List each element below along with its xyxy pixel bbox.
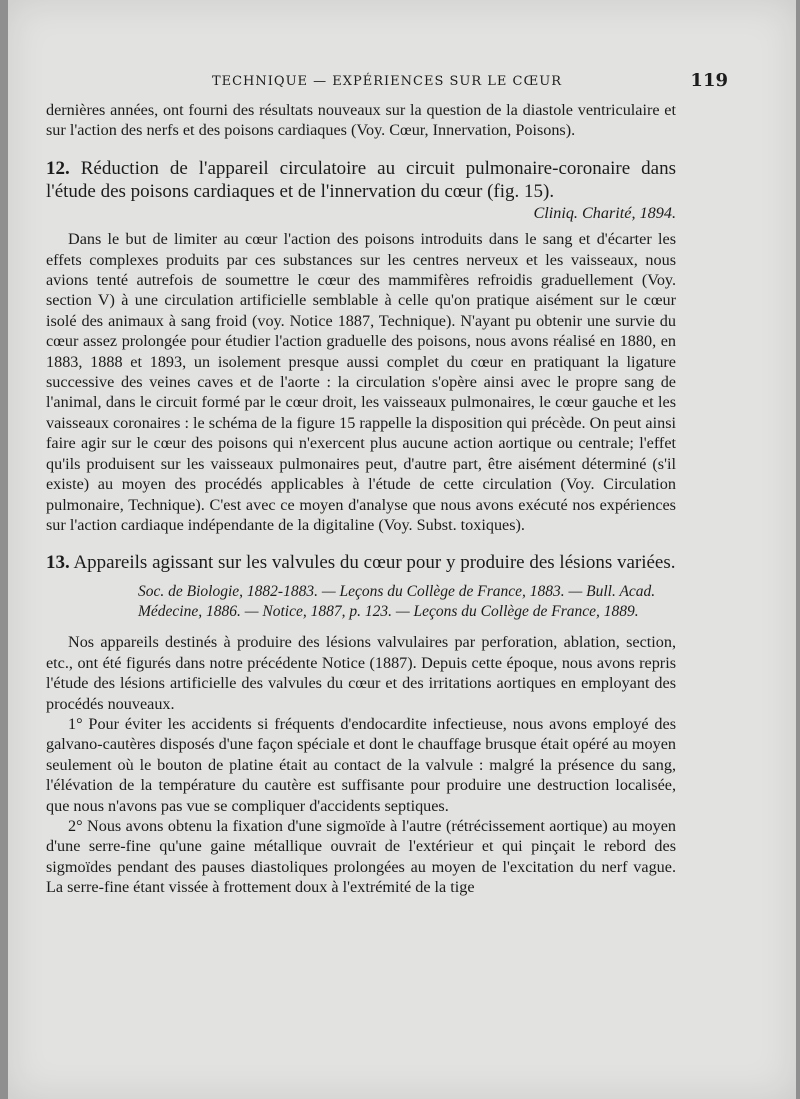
page-body xyxy=(46,100,676,898)
section-13-heading xyxy=(46,551,676,574)
section-13-paragraph-2: 1° Pour éviter les accidents si fréquents d'endocardite infectieuse, nous avons employé des galvano-cautères disposés d'une façon spéciale et dont le chauffage brusque était opéré au moyen seulement où le bouton de platine était au contact de la valvule : malgré la présence du sang, l'élévation de la température du cautère est suffisante pour produire une destruction localisée, que nous n'avons pas vue se compliquer d'accidents septiques. xyxy=(46,714,676,815)
section-13-paragraph-1: Nos appareils destinés à produire des lésions valvulaires par perforation, ablation, section, etc., ont été figurés dans notre précédente Notice (1887). Depuis cette époque, nous avons repris l'étude des lésions artificielle des valvules du cœur et des irritations aortiques en employant des procédés nouveaux. xyxy=(46,633,676,713)
section-12-paragraph: Dans le but de limiter au cœur l'action des poisons introduits dans le sang et d'écarter les effets complexes produits par ces substances sur les centres nerveux et les vaisseaux, nous avions tenté autrefois de soumettre le cœur des mammifères refroidis graduellement (Voy. section V) à une circulation artificielle semblable à celle qu'on pratique aisément sur le cœur isolé des animaux à sang froid (voy. Notice 1887, Technique). N'ayant pu obtenir une survie du cœur assez prolongée pour étudier l'action graduelle des poisons, nous avons réalisé en 1880, en 1883, 1888 et 1893, un isolement presque aussi complet du cœur en pratiquant la ligature successive des veines caves et de l'aorte : la circulation s'opère ainsi avec le propre sang de l'animal, dans le circuit formé par le cœur droit, les vaisseaux pulmonaires, le cœur gauche et les vaisseaux coronaires : le schéma de la figure 15 rappelle la disposition qui précède. On peut ainsi faire agir sur le cœur des poisons qui n'exercent plus aucune action aortique ou centrale; l'effet qu'ils produisent sur les vaisseaux pulmonaires peut, d'autre part, être aisément déterminé (s'il existe) au moyen des procédés applicables à l'étude de cette circulation (Voy. Circulation pulmonaire, Technique). C'est avec ce moyen d'analyse que nous avons exécuté nos expériences sur l'action cardiaque indépendante de la digitaline (Voy. Subst. toxiques). xyxy=(46,230,676,534)
section-12-heading xyxy=(46,157,676,203)
page-number: 119 xyxy=(690,70,728,91)
section-13-title: Appareils agissant sur les valvules du cœur pour y produire des lésions variées. xyxy=(73,552,676,574)
section-12-reference: Cliniq. Charité, 1894. xyxy=(533,203,676,222)
section-13-references: Soc. de Biologie, 1882-1883. — Leçons du Collège de France, 1883. — Bull. Acad. Médecine, 1886. — Notice, 1887, p. 123. — Leçons du Collège de France, 1889. xyxy=(138,583,656,621)
scanned-page xyxy=(8,0,796,1099)
intro-paragraph: dernières années, ont fourni des résultats nouveaux sur la question de la diastole ventriculaire et sur l'action des nerfs et des poisons cardiaques (Voy. Cœur, Innervation, Poisons). xyxy=(46,101,676,140)
section-13-number: 13. xyxy=(46,552,70,574)
section-13-paragraph-3: 2° Nous avons obtenu la fixation d'une sigmoïde à l'autre (rétrécissement aortique) au moyen d'une serre-fine qu'une gaine métallique ouvrait de l'extérieur et qui pinçait le rebord des sigmoïdes pendant des pauses diastoliques prolongées au moyen de l'excitation du nerf vague. La serre-fine étant vissée à frottement doux à l'extrémité de la tige xyxy=(46,816,676,897)
running-title: TECHNIQUE — EXPÉRIENCES SUR LE CŒUR xyxy=(211,74,563,89)
section-12-title: Réduction de l'appareil circulatoire au circuit pulmonaire-coronaire dans l'étude des poisons cardiaques et de l'innervation du cœur (fig. 15). xyxy=(46,157,676,202)
running-header xyxy=(46,70,728,92)
section-12-number: 12. xyxy=(46,157,70,179)
